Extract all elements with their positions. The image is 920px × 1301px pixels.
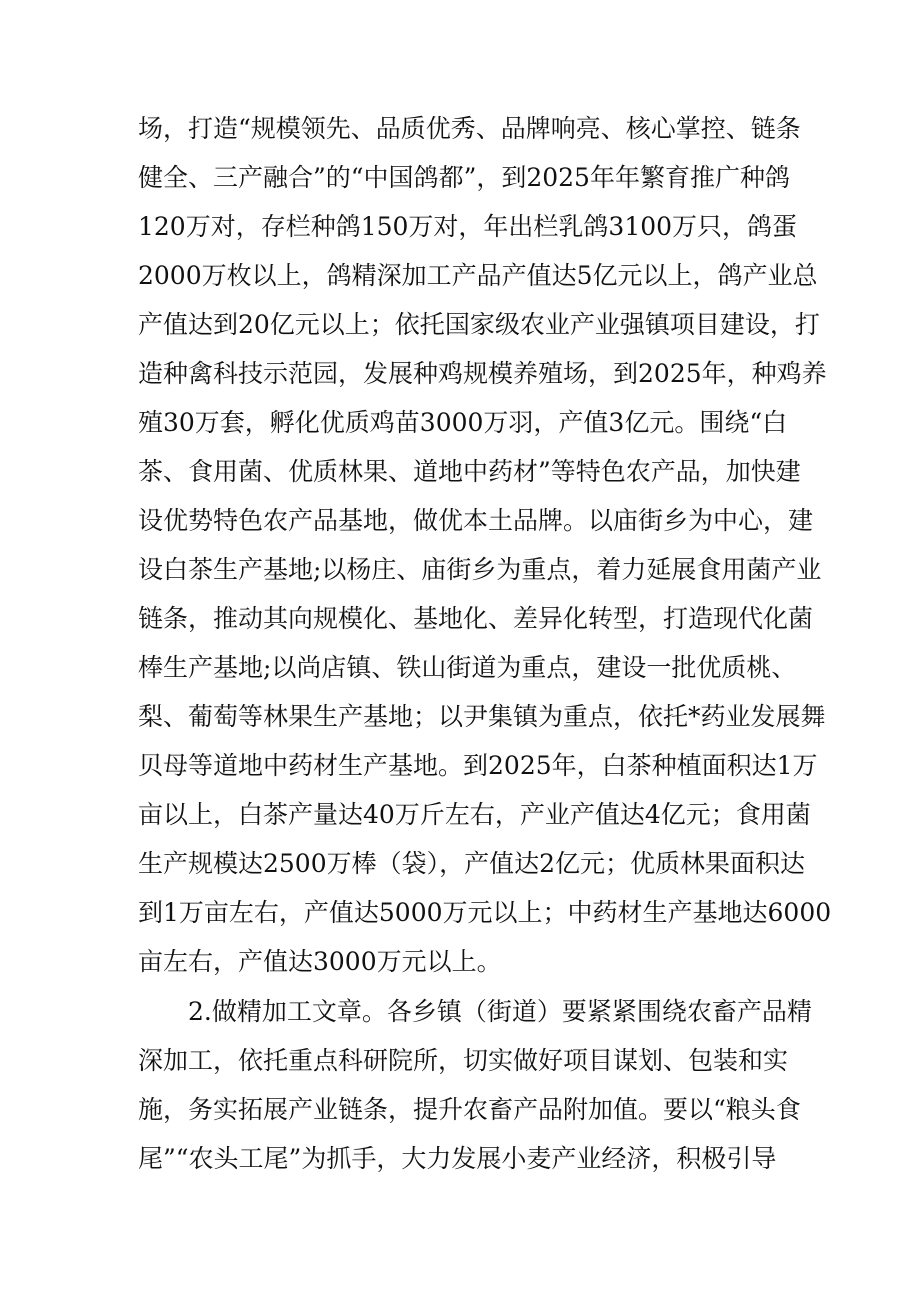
paragraph-line: 设白茶生产基地;以杨庄、庙街乡为重点，着力延展食用菌产业 bbox=[138, 555, 822, 584]
paragraph-line: 健全、三产融合”的“中国鸽都”，到2025年年繁育推广种鸽 bbox=[138, 163, 790, 192]
paragraph-line: 梨、葡萄等林果生产基地；以尹集镇为重点，依托*药业发展舞 bbox=[138, 702, 826, 731]
paragraph-line: 设优势特色农产品基地，做优本土品牌。以庙街乡为中心，建 bbox=[138, 506, 814, 535]
paragraph-line: 到1万亩左右，产值达5000万元以上；中药材生产基地达6000 bbox=[138, 898, 832, 927]
paragraph-1 bbox=[138, 104, 832, 986]
paragraph-line: 棒生产基地;以尚店镇、铁山街道为重点，建设一批优质桃、 bbox=[138, 653, 797, 682]
paragraph-line: 施，务实拓展产业链条，提升农畜产品附加值。要以“粮头食 bbox=[138, 1095, 801, 1124]
paragraph-line: 贝母等道地中药材生产基地。到2025年，白茶种植面积达1万 bbox=[138, 751, 818, 780]
paragraph-line: 亩以上，白茶产量达40万斤左右，产业产值达4亿元；食用菌 bbox=[138, 800, 811, 829]
paragraph-2 bbox=[138, 987, 812, 1183]
paragraph-line: 2.做精加工文章。各乡镇（街道）要紧紧围绕农畜产品精 bbox=[188, 997, 812, 1026]
paragraph-line: 链条，推动其向规模化、基地化、差异化转型，打造现代化菌 bbox=[138, 604, 814, 633]
paragraph-line: 殖30万套，孵化优质鸡苗3000万羽，产值3亿元。围绕“白 bbox=[138, 408, 788, 437]
paragraph-line: 生产规模达2500万棒（袋），产值达2亿元；优质林果面积达 bbox=[138, 849, 806, 878]
paragraph-line: 2000万枚以上，鸽精深加工产品产值达5亿元以上，鸽产业总 bbox=[138, 261, 818, 290]
paragraph-line: 尾”“农头工尾”为抓手，大力发展小麦产业经济，积极引导 bbox=[138, 1144, 777, 1173]
paragraph-line: 茶、食用菌、优质林果、道地中药材”等特色农产品，加快建 bbox=[138, 457, 801, 486]
document-body bbox=[138, 104, 832, 1183]
paragraph-line: 造种禽科技示范园，发展种鸡规模养殖场，到2025年，种鸡养 bbox=[138, 359, 827, 388]
paragraph-line: 120万对，存栏种鸽150万对，年出栏乳鸽3100万只，鸽蛋 bbox=[138, 212, 798, 241]
paragraph-line: 深加工，依托重点科研院所，切实做好项目谋划、包装和实 bbox=[138, 1046, 789, 1075]
paragraph-line: 产值达到20亿元以上；依托国家级农业产业强镇项目建设，打 bbox=[138, 310, 820, 339]
paragraph-line: 亩左右，产值达3000万元以上。 bbox=[138, 947, 502, 976]
paragraph-line: 场，打造“规模领先、品质优秀、品牌响亮、核心掌控、链条 bbox=[138, 114, 801, 143]
